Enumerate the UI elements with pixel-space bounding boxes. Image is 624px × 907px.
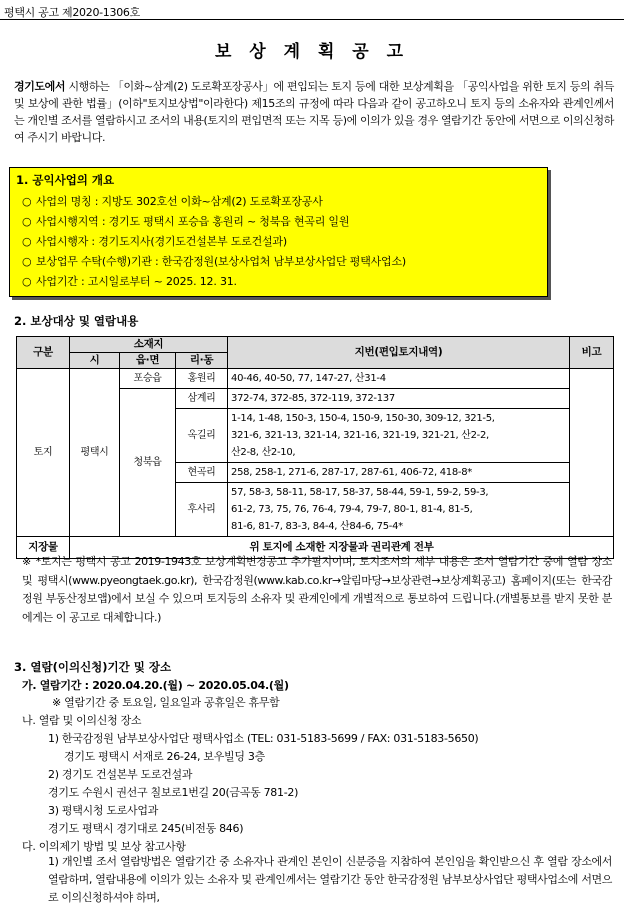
header-lots: 지번(편입토지내역) [228,337,570,369]
place-3-address: 경기도 평택시 경기대로 245(비전동 846) [48,822,244,835]
overview-item: ○ 사업기간 : 고시일로부터 ~ 2025. 12. 31. [22,275,237,288]
header-location: 소재지 [70,337,228,353]
circle-bullet-icon: ○ [22,255,32,268]
ri-cell: 현곡리 [176,463,228,483]
ri-cell: 옥길리 [176,409,228,463]
place-heading: 나. 열람 및 이의신청 장소 [22,714,142,727]
method-paragraph-1: 1) 개인별 조서 열람방법은 열람기간 중 소유자나 관계인 본인이 신분증을 지참하여 본인임을 확인받으신 후 열람 장소에서 열람하며, 열람내용에 이의가 있는 소유자 및 관계인께서는 열람기간 동안 한국감정원 남부보상사업단 평택사업소에 서면으로 이의신청하셔야 하며, [48,855,612,904]
section2-heading: 2. 보상대상 및 열람내용 [14,314,139,328]
land-label: 토지 [17,369,70,537]
intro-org: 경기도에서 [14,80,66,93]
notice-number: 평택시 공고 제2020-1306호 [4,6,140,19]
eup-poseung: 포승읍 [120,369,176,389]
method-heading: 다. 이의제기 방법 및 보상 참고사항 [22,840,186,853]
overview-item: ○ 보상업무 수탁(수행)기관 : 한국감정원(보상사업처 남부보상사업단 평택사업소) [22,255,406,268]
ri-cell: 홍원리 [176,369,228,389]
overview-item: ○ 사업시행자 : 경기도지사(경기도건설본부 도로건설과) [22,235,287,248]
header-divider [0,19,624,20]
lots-cell: 258, 258-1, 271-6, 287-17, 287-61, 406-72, 418-8* [228,463,570,483]
circle-bullet-icon: ○ [22,195,32,208]
building-text: 위 토지에 소재한 지장물과 권리관계 전부 [70,537,614,559]
intro-paragraph [14,78,614,146]
review-period: 가. 열람기간 : 2020.04.20.(월) ~ 2020.05.04.(월) [22,679,289,692]
header-note: 비고 [570,337,614,369]
ri-cell: 후사리 [176,483,228,537]
overview-heading: 1. 공익사업의 개요 [16,173,115,187]
ri-cell: 삼계리 [176,389,228,409]
lots-cell: 40-46, 40-50, 77, 147-27, 산31-4 [228,369,570,389]
place-2-name: 2) 경기도 건설본부 도로건설과 [48,768,193,781]
circle-bullet-icon: ○ [22,215,32,228]
lots-cell: 57, 58-3, 58-11, 58-17, 58-37, 58-44, 59-1, 59-2, 59-3, 61-2, 73, 75, 76, 76-4, 79-4, 79-7, 80-1, 81-4, 81-5, 81-6, 81-7, 83-3, 84-4, 산84-6, 75-4* [228,483,570,537]
place-1-name: 1) 한국감정원 남부보상사업단 평택사업소 (TEL: 031-5183-5699 / FAX: 031-5183-5650) [48,732,479,745]
table-footnote: ※ *토지는 평택시 공고 2019-1943호 보상계획변경공고 추가필지이며, 토지조서의 세부 내용은 조서 열람기간 중에 열람 장소 및 평택시(www.pyeongtaek.go.kr), 한국감정원(www.kab.co.kr→알림마당→보상관련→보상계획공고) 홈페이지(또는 한국감정원 부동산정보앱)에서 보실 수 있으며 토지등의 소유자 및 관계인에게 개별적으로 통보하여 드립니다.(개별통보를 받지 못한 분에게는 이 공고로 대체합니다.) [22,555,612,624]
lots-cell: 372-74, 372-85, 372-119, 372-137 [228,389,570,409]
header-type: 구분 [17,337,70,369]
si-value: 평택시 [70,369,120,537]
building-label: 지장물 [17,537,70,559]
note-cell [570,369,614,537]
period-note: ※ 열람기간 중 토요일, 일요일과 공휴일은 휴무함 [52,696,280,709]
header-ri: 리·동 [176,353,228,369]
place-1-address: 경기도 평택시 서재로 26-24, 보우빌딩 3층 [64,750,265,763]
place-2-address: 경기도 수원시 권선구 칠보로1번길 20(금곡동 781-2) [48,786,299,799]
circle-bullet-icon: ○ [22,235,32,248]
table-row [17,369,614,389]
overview-item: ○ 사업의 명칭 : 지방도 302호선 이화~삼계(2) 도로확포장공사 [22,195,323,208]
place-3-name: 3) 평택시청 도로사업과 [48,804,159,817]
overview-item: ○ 사업시행지역 : 경기도 평택시 포승읍 홍원리 ~ 청북읍 현곡리 일원 [22,215,350,228]
lots-cell: 1-14, 1-48, 150-3, 150-4, 150-9, 150-30, 309-12, 321-5, 321-6, 321-13, 321-14, 321-16, 321-19, 321-21, 산2-2, 산2-8, 산2-10, [228,409,570,463]
intro-text: 시행하는 「이화~삼계(2) 도로확포장공사」에 편입되는 토지 등에 대한 보상계획을 「공익사업을 위한 토지 등의 취득 및 보상에 관한 법률」(이하"토지보상법"이라한다) 제15조의 규정에 따라 다음과 같이 공고하오니 토지 등의 소유자와 관계인께서는 개인별 조서를 열람하시고 조서의 내용(토지의 편입면적 또는 지목 등)에 이의가 있을 경우 열람기간 동안에 서면으로 이의신청하여 주시기 바랍니다. [14,80,614,144]
circle-bullet-icon: ○ [22,275,32,288]
header-si: 시 [70,353,120,369]
page-title: 보 상 계 획 공 고 [214,42,410,62]
header-eup: 읍·면 [120,353,176,369]
section3-heading: 3. 열람(이의신청)기간 및 장소 [14,660,172,674]
project-overview-box [9,167,548,297]
compensation-table [16,336,614,559]
eup-cheongbuk: 청북읍 [120,389,176,537]
